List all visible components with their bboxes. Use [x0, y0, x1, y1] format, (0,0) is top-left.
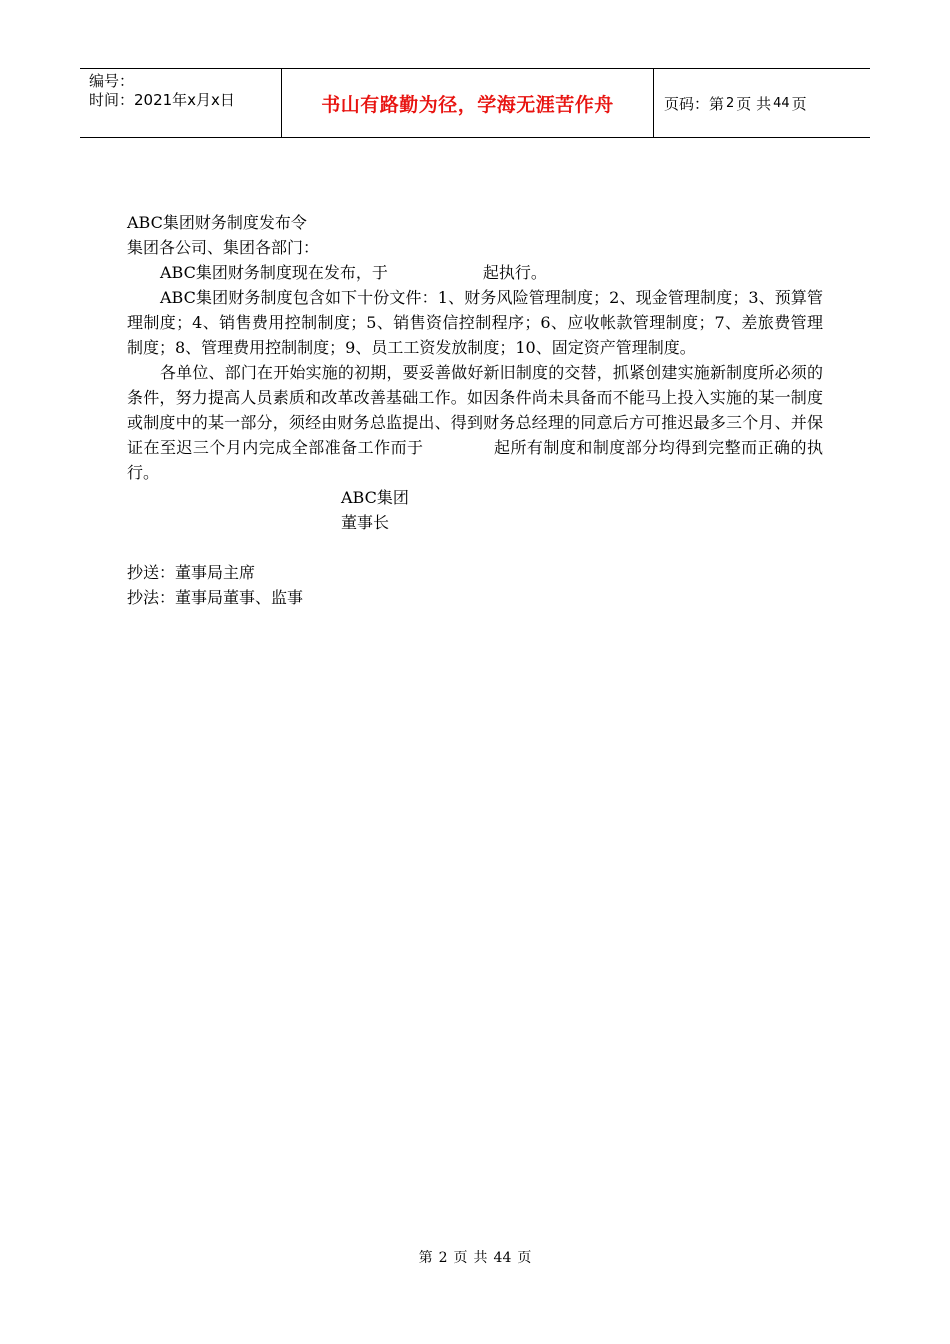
header-time: 时间：2021年x月x日: [89, 91, 235, 109]
spacer: [127, 535, 823, 560]
header-motto-cell: [281, 69, 654, 137]
cc-line-2: 抄法：董事局董事、监事: [127, 588, 304, 607]
footer-part-1: 第: [418, 1250, 433, 1266]
footer-part-4: 共: [473, 1250, 488, 1266]
header-page-suffix: 页: [791, 94, 807, 113]
document-title: ABC集团财务制度发布令: [127, 213, 307, 232]
footer-page-total: 44: [493, 1250, 512, 1266]
footer-page-number: 2: [438, 1250, 448, 1266]
para3-text-a: 各单位、部门在开始实施的初期，要妥善做好新旧制度的交替，抓紧创建实施新制度所必须的条件，努力提高人员素质和改革改善基础工作。如因条件尚未具备而不能马上投入实施的某一制度或制度中的某一部分，须经由财务总监提出、得到财务总经理的同意后方可推迟最多三个月、并保证在至迟三个月内完成全部准备工作而于: [127, 363, 823, 457]
signature-title: 董事长: [341, 513, 390, 532]
paragraph-implementation: [127, 360, 823, 485]
footer-part-3: 页: [453, 1250, 468, 1266]
paragraph-file-list: [127, 285, 823, 360]
para1-text-a: ABC集团财务制度现在发布，于: [160, 263, 388, 282]
header-page-info: [654, 69, 870, 137]
para3-text: [127, 360, 823, 485]
salutation: 集团各公司、集团各部门：: [127, 238, 320, 257]
header-page-prefix: 页码：第: [664, 94, 725, 113]
signature-org: ABC集团: [341, 488, 409, 507]
para3-text-b: 起所有制度和制度部分均得到完整而正确的执行。: [127, 438, 823, 482]
header-page-mid: 页 共: [736, 94, 772, 113]
header-page-total: 44: [773, 95, 790, 111]
para2-text: ABC集团财务制度包含如下十份文件：1、财务风险管理制度；2、现金管理制度；3、预算管理制度；4、销售费用控制制度；5、销售资信控制程序；6、应收帐款管理制度；7、差旅费管理制度；8、管理费用控制制度；9、员工工资发放制度；10、固定资产管理制度。: [127, 288, 823, 357]
header-number: 编号：: [89, 72, 135, 90]
header-info: [80, 69, 281, 137]
page-header: [80, 68, 870, 138]
page-footer: [0, 1247, 950, 1267]
footer-part-6: 页: [517, 1250, 532, 1266]
cc-line-1: 抄送：董事局主席: [127, 563, 256, 582]
document-body: [127, 210, 823, 610]
header-motto: 书山有路勤为径，学海无涯苦作舟: [321, 93, 614, 116]
header-page-number: 2: [726, 95, 735, 111]
paragraph-effective-date: [127, 260, 823, 285]
para1-text-b: 起执行。: [482, 263, 547, 282]
